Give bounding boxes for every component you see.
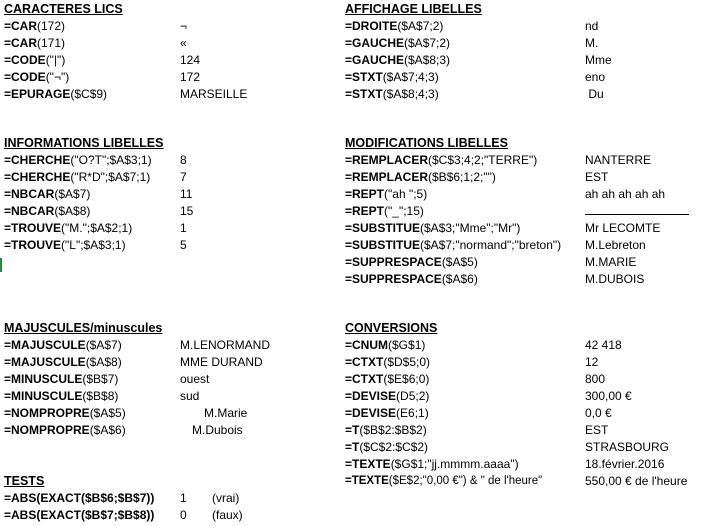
result-value: 15 — [180, 204, 194, 218]
result-value: Mme — [585, 53, 612, 67]
section-title: MAJUSCULES/minuscules — [4, 321, 163, 335]
formula: =MAJUSCULE($A$8) — [4, 355, 122, 369]
formula: =CTXT($D$5;0) — [345, 355, 431, 369]
result-value: M.DUBOIS — [585, 272, 645, 286]
section-title: INFORMATIONS LIBELLES — [4, 136, 164, 150]
result-value: eno — [585, 70, 606, 84]
formula: =NBCAR($A$7) — [4, 187, 91, 201]
formula: =MAJUSCULE($A$7) — [4, 338, 122, 352]
result-value: ouest — [180, 372, 210, 386]
result-value: STRASBOURG — [585, 440, 670, 454]
formula: =MINUSCULE($B$7) — [4, 372, 119, 386]
result-value: M.Lebreton — [585, 238, 646, 252]
result-value: nd — [585, 19, 599, 33]
formula: =T($B$2:$B$2) — [345, 423, 427, 437]
result-value: 5 — [180, 238, 187, 252]
result-value: 7 — [180, 170, 187, 184]
formula: =STXT($A$8;4;3) — [345, 87, 439, 101]
formula: =NOMPROPRE($A$5) — [4, 406, 126, 420]
formula: =SUPPRESPACE($A$5) — [345, 255, 478, 269]
result-value: Du — [585, 87, 604, 101]
result-value: 300,00 € — [585, 389, 632, 403]
formula: =TEXTE($G$1;"jj.mmmm.aaaa") — [345, 457, 519, 471]
result-value: 172 — [180, 70, 201, 84]
formula: =NOMPROPRE($A$6) — [4, 423, 126, 437]
result-value: EST — [585, 423, 609, 437]
result-value: EST — [585, 170, 609, 184]
row-edge-marker — [0, 258, 2, 272]
formula: =DROITE($A$7;2) — [345, 19, 444, 33]
result-value: 11 — [180, 187, 193, 201]
result-value: M.MARIE — [585, 255, 637, 269]
result-value: « — [180, 36, 187, 50]
formula: =STXT($A$7;4;3) — [345, 70, 439, 84]
result-value: 124 — [180, 53, 201, 67]
formula: =GAUCHE($A$7;2) — [345, 36, 451, 50]
result-note: (faux) — [212, 508, 243, 522]
result-value: sud — [180, 389, 200, 403]
result-value: 18.février.2016 — [585, 457, 665, 471]
result-value: 800 — [585, 372, 606, 386]
result-value: M. — [585, 36, 599, 50]
result-value: 8 — [180, 153, 187, 167]
result-value: 42 418 — [585, 338, 622, 352]
formula: =CAR(172) — [4, 19, 66, 33]
result-value: 1 — [180, 491, 187, 505]
section-title: CARACTERES LICS — [4, 2, 123, 16]
formula: =TROUVE("M.";$A$2;1) — [4, 221, 133, 235]
result-value: MARSEILLE — [180, 87, 248, 101]
formula: =REPT("_";15) — [345, 204, 424, 218]
formula: =CODE("|") — [4, 53, 66, 67]
underscore-line — [585, 203, 689, 220]
formula: =REMPLACER($C$3;4;2;"TERRE") — [345, 153, 538, 167]
section-title: TESTS — [4, 474, 45, 488]
formula: =DEVISE(D5;2) — [345, 389, 430, 403]
formula: =REPT("ah ";5) — [345, 187, 428, 201]
result-value: 0 — [180, 508, 187, 522]
formula: =CODE("¬") — [4, 70, 70, 84]
formula: =TROUVE("L";$A$3;1) — [4, 238, 126, 252]
formula: =SUBSTITUE($A$7;"normand";"breton") — [345, 238, 562, 252]
formula: =SUBSTITUE($A$3;"Mme";"Mr") — [345, 221, 521, 235]
formula: =REMPLACER($B$6;1;2;"") — [345, 170, 496, 184]
formula: =T($C$2:$C$2) — [345, 440, 429, 454]
formula: =CTXT($E$6;0) — [345, 372, 430, 386]
formula: =CHERCHE("R*D";$A$7;1) — [4, 170, 151, 184]
formula: =MINUSCULE($B$8) — [4, 389, 119, 403]
result-note: (vrai) — [212, 491, 240, 505]
formula: =SUPPRESPACE($A$6) — [345, 272, 478, 286]
formula: =EPURAGE($C$9) — [4, 87, 108, 101]
formula: =GAUCHE($A$8;3) — [345, 53, 451, 67]
result-value: M.LENORMAND — [180, 338, 271, 352]
result-value: M.Dubois — [192, 423, 243, 437]
result-value: 12 — [585, 355, 599, 369]
formula: =DEVISE(E6;1) — [345, 406, 429, 420]
formula: =NBCAR($A$8) — [4, 204, 91, 218]
result-value: NANTERRE — [585, 153, 652, 167]
result-value: M.Marie — [204, 406, 248, 420]
result-value: ¬ — [180, 19, 188, 33]
result-value: 550,00 € de l'heure — [585, 474, 688, 488]
formula: =ABS(EXACT($B$7;$B$8)) — [4, 508, 155, 522]
result-value: 0,0 € — [585, 406, 612, 420]
section-title: AFFICHAGE LIBELLES — [345, 2, 482, 16]
result-value: 1 — [180, 221, 187, 235]
formula: =CNUM($G$1) — [345, 338, 426, 352]
result-value: MME DURAND — [180, 355, 263, 369]
formula: =TEXTE($E$2;"0,00 €") & " de l'heure" — [345, 475, 543, 487]
formula: =CAR(171) — [4, 36, 66, 50]
formula: =ABS(EXACT($B$6;$B$7)) — [4, 491, 155, 505]
result-value: Mr LECOMTE — [585, 221, 661, 235]
section-title: MODIFICATIONS LIBELLES — [345, 136, 508, 150]
result-value: ah ah ah ah ah — [585, 187, 666, 201]
section-title: CONVERSIONS — [345, 321, 438, 335]
formula: =CHERCHE("O?T";$A$3;1) — [4, 153, 152, 167]
